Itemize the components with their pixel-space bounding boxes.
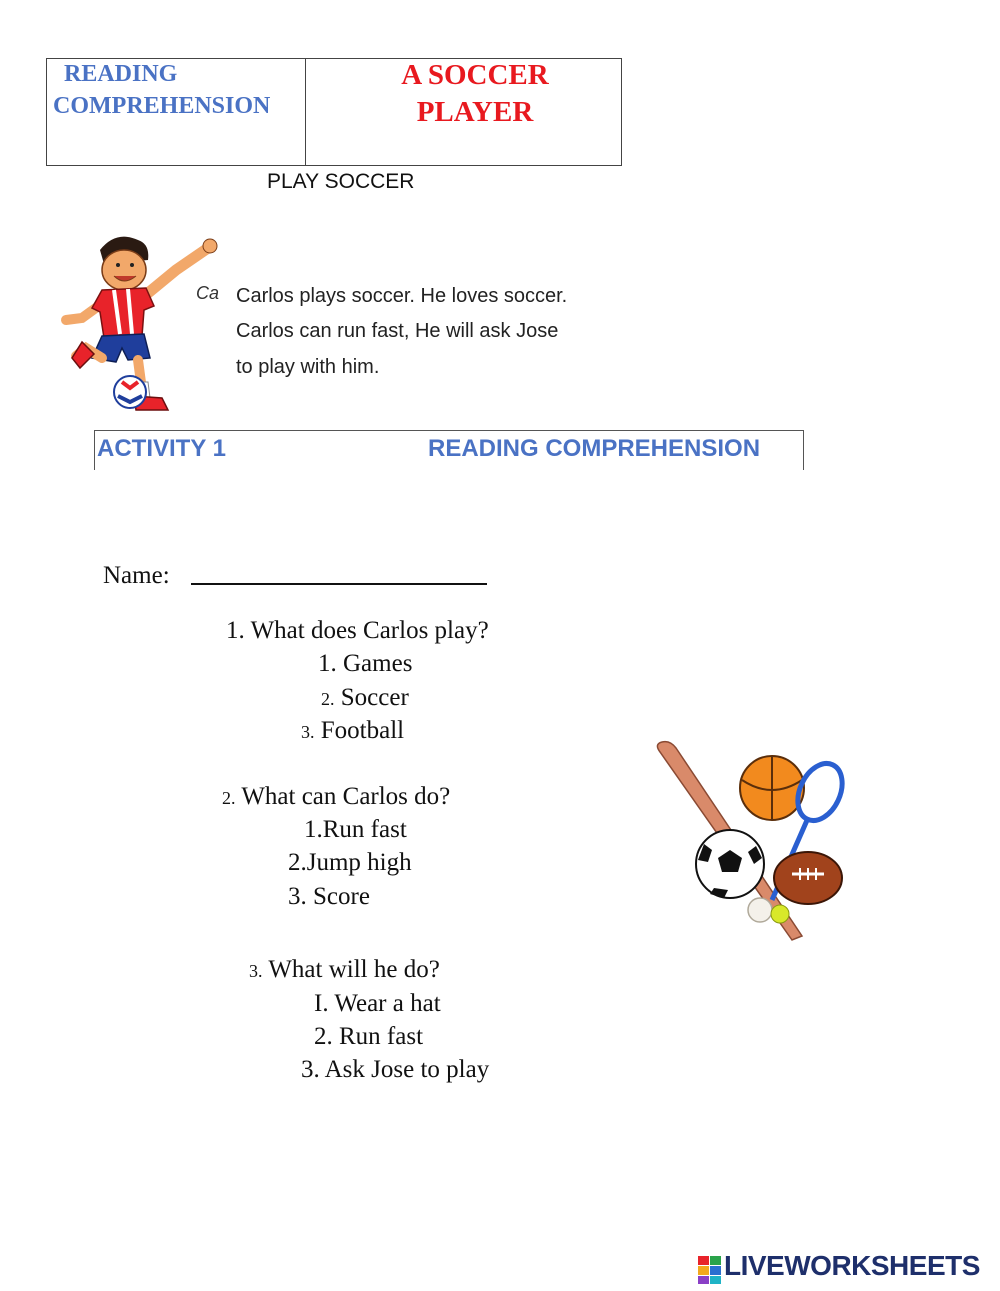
question-text: What can Carlos do? <box>241 783 451 810</box>
question-number: 2. <box>222 788 236 808</box>
story-line-3: to play with him. <box>236 356 380 378</box>
story-line-2: Carlos can run fast, He will ask Jose <box>236 320 559 342</box>
q3-option-1[interactable]: I. Wear a hat <box>314 990 441 1017</box>
q1-option-2[interactable]: 2. Soccer <box>321 684 409 711</box>
liveworksheets-logo-icon <box>698 1255 722 1285</box>
q2-option-2[interactable]: 2.Jump high <box>288 849 412 876</box>
q2-option-1[interactable]: 1.Run fast <box>304 816 407 843</box>
name-label: Name: <box>103 562 170 589</box>
q1-option-1[interactable]: 1. Games <box>318 650 413 677</box>
q3-option-2[interactable]: 2. Run fast <box>314 1023 424 1050</box>
activity-label: ACTIVITY 1 <box>97 435 226 462</box>
story-line-1: Carlos plays soccer. He loves soccer. <box>236 285 568 307</box>
header-title-line2: PLAYER <box>416 96 534 128</box>
question-2 <box>222 783 450 811</box>
name-input-line[interactable] <box>191 583 487 585</box>
header-title-line1: A SOCCER <box>401 59 549 91</box>
question-text: What does Carlos play? <box>250 617 489 644</box>
q1-option-3[interactable]: 3. Football <box>301 717 405 744</box>
header-left-line1: READING <box>64 61 178 87</box>
question-number: 1. <box>226 617 245 644</box>
cropped-text-fragment: Ca <box>196 283 220 303</box>
sports-equipment-illustration <box>652 740 848 942</box>
soccer-player-illustration <box>58 230 234 420</box>
question-1 <box>226 617 489 645</box>
header-left-line2: COMPREHENSION <box>53 93 271 119</box>
activity-title: READING COMPREHENSION <box>428 435 761 462</box>
q3-option-3[interactable]: 3. Ask Jose to play <box>301 1056 490 1083</box>
liveworksheets-brand[interactable]: LIVEWORKSHEETS <box>724 1250 980 1281</box>
question-3 <box>249 956 440 984</box>
question-text: What will he do? <box>268 956 440 983</box>
q2-option-3[interactable]: 3. Score <box>288 883 370 910</box>
question-number: 3. <box>249 961 263 981</box>
subtitle: PLAY SOCCER <box>267 170 415 193</box>
